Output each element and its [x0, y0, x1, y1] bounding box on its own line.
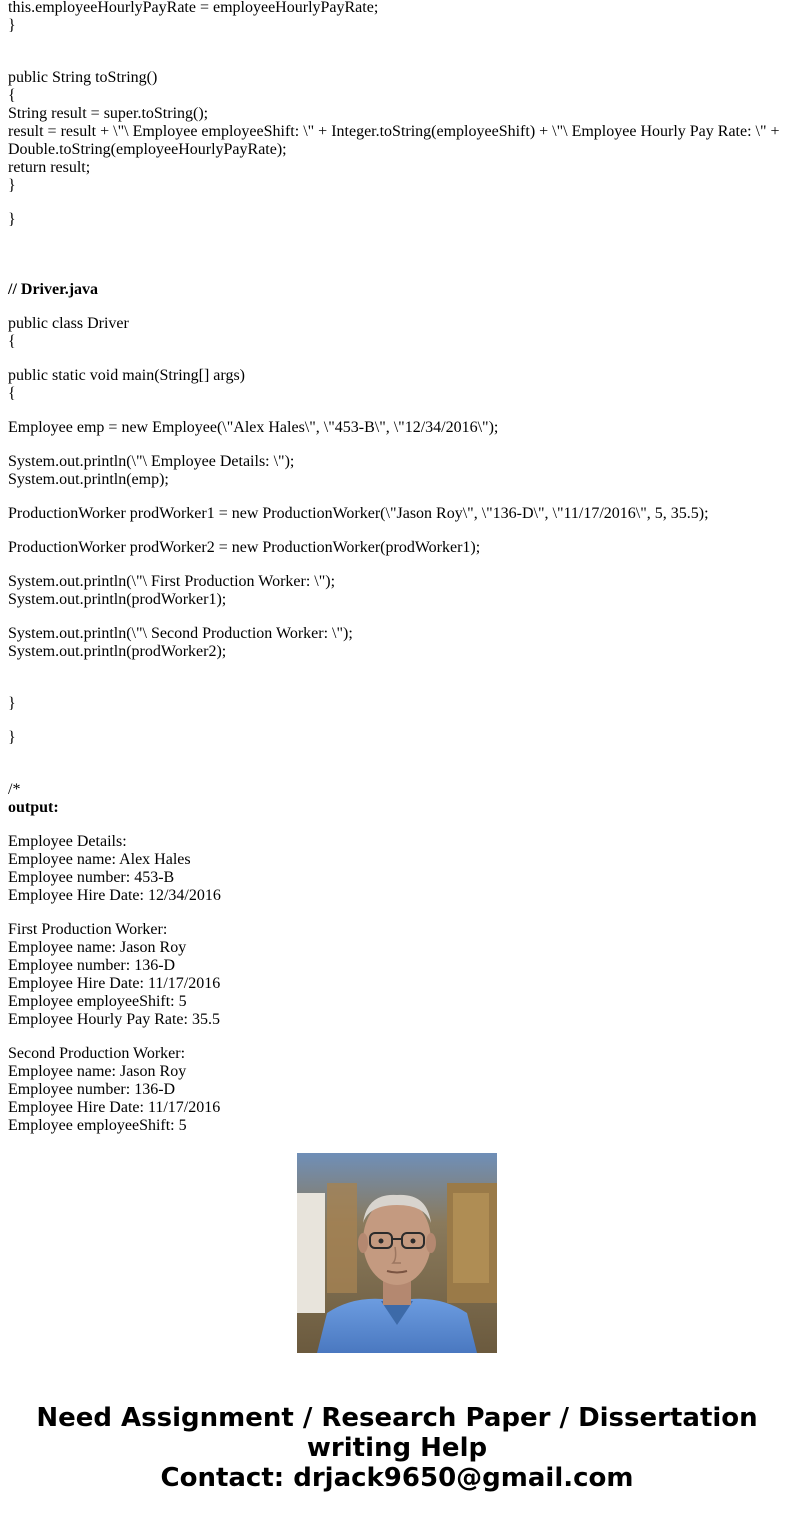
driver-heading — [8, 281, 788, 299]
output-line: Employee number: 136-D — [8, 1081, 176, 1098]
code-line: System.out.println(\"\ Second Production Worker: \"); — [8, 625, 353, 642]
output-line: Employee name: Jason Roy — [8, 939, 187, 956]
code-line: Employee emp = new Employee(\"Alex Hales\", \"453-B\", \"12/34/2016\"); — [8, 419, 499, 436]
code-line: public class Driver — [8, 315, 129, 332]
output-line: Employee name: Jason Roy — [8, 1063, 187, 1080]
output-heading: output: — [8, 799, 59, 816]
code-line: } — [8, 729, 16, 746]
avatar-portrait — [297, 1153, 497, 1353]
code-line: { — [8, 385, 16, 402]
code-line: { — [8, 87, 16, 104]
output-line: Employee Hire Date: 11/17/2016 — [8, 975, 221, 992]
output-line: Employee number: 136-D — [8, 957, 176, 974]
output-line: Employee Hire Date: 11/17/2016 — [8, 1099, 221, 1116]
code-line: String result = super.toString(); — [8, 105, 209, 122]
code-line: } — [8, 17, 16, 34]
code-line: System.out.println(\"\ Employee Details: \"); — [8, 453, 295, 470]
driver-filename: Driver.java — [20, 281, 99, 298]
output-line: Employee Hire Date: 12/34/2016 — [8, 887, 221, 904]
code-line: } — [8, 695, 16, 712]
code-document — [8, 0, 788, 1134]
output-line: Employee Details: — [8, 833, 127, 850]
output-line: Employee employeeShift: 5 — [8, 993, 187, 1010]
comment-open: /* — [8, 781, 21, 798]
code-line: } — [8, 177, 16, 194]
output-line: Employee name: Alex Hales — [8, 851, 191, 868]
author-avatar — [297, 1153, 497, 1353]
output-line: Employee number: 453-B — [8, 869, 175, 886]
output-line: Employee Hourly Pay Rate: 35.5 — [8, 1011, 220, 1028]
code-line: ProductionWorker prodWorker1 = new ProductionWorker(\"Jason Roy\", \"136-D\", \"11/17/2016\", 5, 35.5); — [8, 505, 709, 522]
promo-line-1: Need Assignment / Research Paper / Dissertation — [36, 1403, 758, 1433]
code-line: System.out.println(prodWorker2); — [8, 643, 227, 660]
code-line: } — [8, 211, 16, 228]
code-line: public static void main(String[] args) — [8, 367, 245, 384]
driver-comment: // — [8, 281, 21, 298]
code-line: System.out.println(emp); — [8, 471, 169, 488]
code-line: public String toString() — [8, 69, 158, 86]
code-line: ProductionWorker prodWorker2 = new ProductionWorker(prodWorker1); — [8, 539, 481, 556]
code-line: result = result + \"\ Employee employeeShift: \" + Integer.toString(employeeShift) + \"\ Employee Hourly Pay Rate: \" + Double.toString(employeeHourlyPayRate); — [8, 123, 784, 158]
code-line: System.out.println(prodWorker1); — [8, 591, 227, 608]
output-line: Employee employeeShift: 5 — [8, 1117, 187, 1134]
code-line: this.employeeHourlyPayRate = employeeHourlyPayRate; — [8, 0, 379, 16]
output-line: Second Production Worker: — [8, 1045, 186, 1062]
code-line: { — [8, 333, 16, 350]
code-line: return result; — [8, 159, 91, 176]
promo-banner — [0, 1403, 794, 1493]
promo-contact: Contact: drjack9650@gmail.com — [160, 1463, 634, 1493]
code-line: System.out.println(\"\ First Production Worker: \"); — [8, 573, 336, 590]
output-line: First Production Worker: — [8, 921, 168, 938]
promo-line-2: writing Help — [306, 1433, 488, 1463]
